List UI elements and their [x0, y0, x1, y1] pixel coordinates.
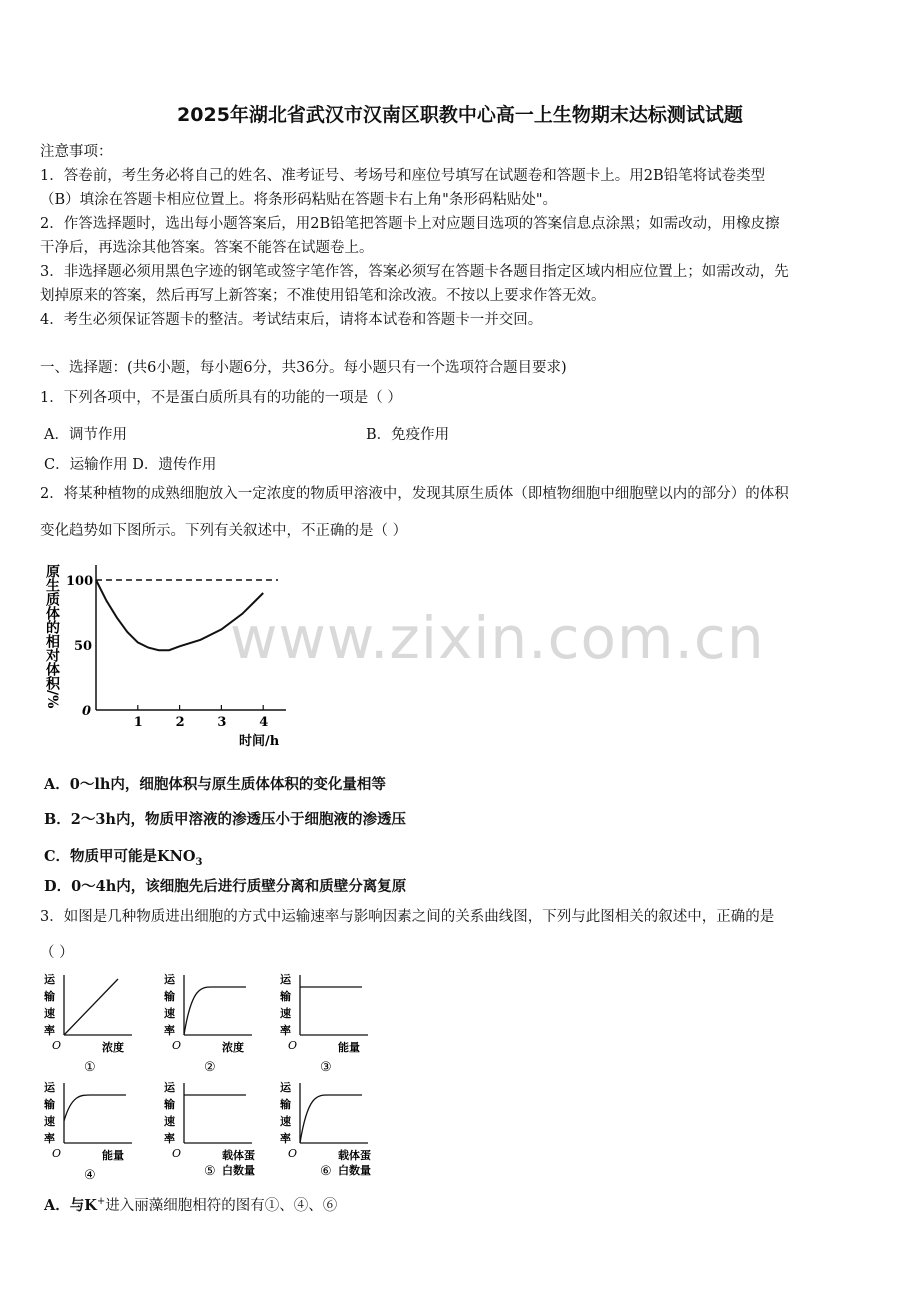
q2-x-tick-label: 1	[133, 715, 143, 730]
q3-x-axis-label: 能量	[102, 1149, 124, 1162]
q2-option-c: C．物质甲可能是$KNO_3$	[44, 848, 203, 868]
notice-line: 2．作答选择题时，选出每小题答案后，用2B铅笔把答题卡上对应题目选项的答案信息点涂黑；如需改动，用橡皮擦	[40, 216, 780, 232]
q3-graph-5	[163, 1080, 255, 1179]
q3-panel-number: ①	[84, 1060, 96, 1075]
q2-y-tick-label: 100	[66, 574, 94, 589]
q3-y-axis-label-char: 速	[164, 1115, 175, 1128]
q3-stem-line1: 3．如图是几种物质进出细胞的方式中运输速率与影响因素之间的关系曲线图，下列与此图相关的叙述中，正确的是	[40, 909, 775, 925]
q3-curve	[300, 1095, 362, 1143]
q3-panel-number: ⑥	[320, 1164, 332, 1179]
q3-transport-graphs	[40, 965, 410, 1185]
q2-y-axis-label: 原生质体的相对体积/%	[44, 564, 60, 709]
q3-graph-3	[279, 972, 368, 1075]
q3-y-axis-label-char: 运	[280, 1081, 291, 1094]
page-title: 2025年湖北省武汉市汉南区职教中心高一上生物期末达标测试试题	[177, 104, 743, 126]
q2-stem-line2: 变化趋势如下图所示。下列有关叙述中，不正确的是（ ）	[40, 523, 408, 539]
q3-y-axis-label-char: 输	[280, 990, 291, 1003]
q2-x-axis-label: 时间/h	[239, 734, 280, 749]
q2-option-d: D．0～4h内，该细胞先后进行质壁分离和质壁分离复原	[44, 878, 407, 895]
q3-stem-line2: （ ）	[40, 945, 74, 961]
notice-line: 1．答卷前，考生务必将自己的姓名、准考证号、考场号和座位号填写在试题卷和答题卡上。用2B铅笔将试卷类型	[40, 168, 766, 184]
q3-y-axis-label-char: 速	[280, 1007, 291, 1020]
q3-y-axis-label-char: 输	[164, 990, 175, 1003]
q2-y-tick-label: 50	[74, 639, 93, 654]
q3-y-axis-label-char: 运	[44, 1081, 55, 1094]
notice-line: 干净后，再选涂其他答案。答案不能答在试题卷上。	[40, 240, 374, 256]
q2-y-tick-label: 0	[82, 704, 92, 719]
q3-y-axis-label-char: 率	[280, 1132, 291, 1145]
q1-option-a: A．调节作用	[44, 427, 127, 443]
q3-curve	[64, 1095, 126, 1121]
q2-stem-line1: 2．将某种植物的成熟细胞放入一定浓度的物质甲溶液中，发现其原生质体（即植物细胞中细胞壁以内的部分）的体积	[40, 486, 789, 502]
q3-option-a: A．与K+进入丽藻细胞相符的图有①、④、⑥	[44, 1196, 338, 1214]
q3-panel-number: ⑤	[204, 1164, 216, 1179]
q3-y-axis-label-char: 输	[44, 990, 55, 1003]
q3-y-axis-label-char: 输	[164, 1098, 175, 1111]
q3-origin-label: O	[52, 1147, 62, 1160]
q3-x-axis-label: 载体蛋	[222, 1149, 255, 1162]
q1-option-b: B．免疫作用	[366, 427, 450, 443]
q2-option-a: A．0～lh内，细胞体积与原生质体体积的变化量相等	[44, 776, 386, 793]
q3-x-axis-label: 白数量	[222, 1164, 255, 1177]
q3-origin-label: O	[288, 1147, 298, 1160]
q2-x-tick-label: 3	[217, 715, 227, 730]
q3-panel-number: ④	[84, 1168, 96, 1183]
q3-y-axis-label-char: 率	[44, 1132, 55, 1145]
q3-y-axis-label-char: 率	[164, 1132, 175, 1145]
q3-origin-label: O	[52, 1039, 62, 1052]
notice-line: 4．考生必须保证答题卡的整洁。考试结束后，请将本试卷和答题卡一并交回。	[40, 312, 543, 328]
q2-option-b: B．2～3h内，物质甲溶液的渗透压小于细胞液的渗透压	[44, 811, 406, 828]
q3-y-axis-label-char: 率	[280, 1024, 291, 1037]
q3-graph-4	[43, 1080, 132, 1183]
q1-stem: 1．下列各项中，不是蛋白质所具有的功能的一项是（ ）	[40, 390, 402, 406]
q3-x-axis-label: 浓度	[222, 1041, 244, 1054]
q3-y-axis-label-char: 速	[44, 1115, 55, 1128]
notice-line: 3．非选择题必须用黑色字迹的钢笔或签字笔作答，答案必须写在答题卡各题目指定区域内相应位置上；如需改动，先	[40, 264, 789, 280]
q3-curve	[184, 987, 246, 1035]
q3-y-axis-label-char: 速	[280, 1115, 291, 1128]
q2-x-tick-label: 2	[175, 715, 185, 730]
q3-y-axis-label-char: 速	[164, 1007, 175, 1020]
q3-origin-label: O	[172, 1147, 182, 1160]
q2-x-tick-label: 4	[259, 715, 269, 730]
q3-y-axis-label-char: 输	[280, 1098, 291, 1111]
q3-y-axis-label-char: 运	[164, 973, 175, 986]
notice-heading: 注意事项：	[40, 144, 113, 160]
q3-curve	[64, 979, 118, 1035]
q3-panel-number: ②	[204, 1060, 216, 1075]
watermark: www.zixin.com.cn	[230, 604, 765, 672]
q3-y-axis-label-char: 输	[44, 1098, 55, 1111]
q3-x-axis-label: 浓度	[102, 1041, 124, 1054]
q3-origin-label: O	[172, 1039, 182, 1052]
section-heading: 一、选择题：(共6小题，每小题6分，共36分。每小题只有一个选项符合题目要求)	[40, 360, 567, 376]
q3-y-axis-label-char: 率	[44, 1024, 55, 1037]
q3-origin-label: O	[288, 1039, 298, 1052]
q3-y-axis-label-char: 运	[44, 973, 55, 986]
q3-x-axis-label: 能量	[338, 1041, 360, 1054]
q3-y-axis-label-char: 率	[164, 1024, 175, 1037]
q3-x-axis-label: 白数量	[338, 1164, 371, 1177]
q3-y-axis-label-char: 运	[164, 1081, 175, 1094]
q3-x-axis-label: 载体蛋	[338, 1149, 371, 1162]
q3-graph-6	[279, 1080, 371, 1179]
q3-graph-2	[163, 972, 252, 1075]
q3-y-axis-label-char: 运	[280, 973, 291, 986]
q3-y-axis-label-char: 速	[44, 1007, 55, 1020]
q3-panel-number: ③	[320, 1060, 332, 1075]
q1-option-cd: C．运输作用 D．遗传作用	[44, 457, 217, 473]
notice-line: 划掉原来的答案，然后再写上新答案；不准使用铅笔和涂改液。不按以上要求作答无效。	[40, 288, 606, 304]
notice-line: （B）填涂在答题卡相应位置上。将条形码粘贴在答题卡右上角"条形码粘贴处"。	[40, 192, 557, 208]
q3-graph-1	[43, 972, 132, 1075]
